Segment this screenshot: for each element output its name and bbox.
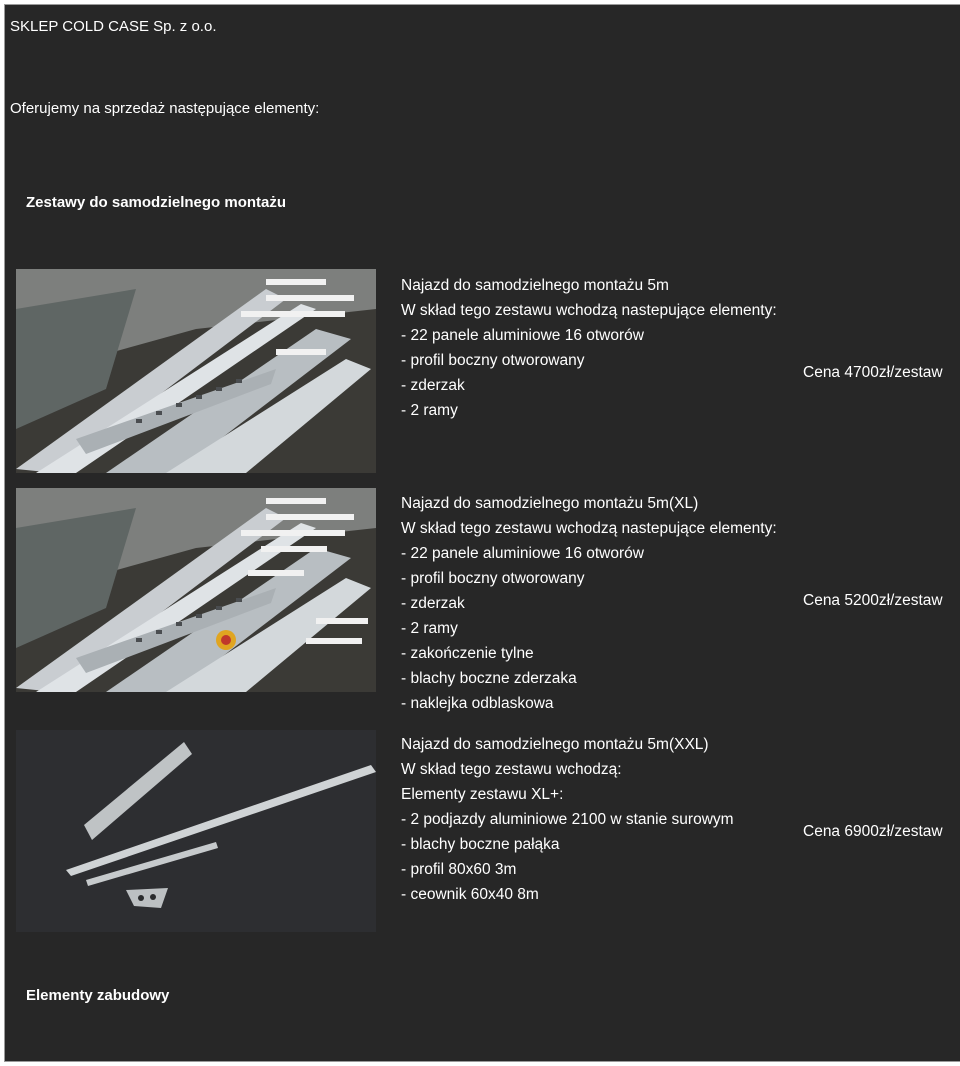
desc-line: W skład tego zestawu wchodzą: <box>401 761 622 778</box>
desc-line: - naklejka odblaskowa <box>401 695 554 712</box>
desc-line: Najazd do samodzielnego montażu 5m(XL) <box>401 495 699 512</box>
desc-line: W skład tego zestawu wchodzą nastepujące elementy: <box>401 302 777 319</box>
desc-line: - zderzak <box>401 377 465 394</box>
desc-line: - zderzak <box>401 595 465 612</box>
desc-line: W skład tego zestawu wchodzą nastepujące elementy: <box>401 520 777 537</box>
desc-line: Najazd do samodzielnego montażu 5m(XXL) <box>401 736 709 753</box>
ramp-kit-xxl-photo <box>16 730 376 932</box>
desc-line: - 22 panele aluminiowe 16 otworów <box>401 545 644 562</box>
product-description <box>401 273 777 423</box>
desc-line: - zakończenie tylne <box>401 645 534 662</box>
ramp-kit-xl-photo <box>16 488 376 692</box>
desc-line: - profil boczny otworowany <box>401 352 585 369</box>
ramp-kit-photo <box>16 269 376 473</box>
product-description <box>401 491 777 716</box>
section-title-kits: Zestawy do samodzielnego montażu <box>26 194 287 211</box>
product-price: Cena 4700zł/zestaw <box>803 364 943 381</box>
desc-line: - 2 podjazdy aluminiowe 2100 w stanie surowym <box>401 811 734 828</box>
section-title-elements: Elementy zabudowy <box>26 987 170 1004</box>
desc-line: - blachy boczne zderzaka <box>401 670 577 687</box>
product-description <box>401 732 734 907</box>
desc-line: - ceownik 60x40 8m <box>401 886 539 903</box>
product-price: Cena 6900zł/zestaw <box>803 823 943 840</box>
desc-line: - profil 80x60 3m <box>401 861 517 878</box>
product-row <box>13 267 960 477</box>
intro-text: Oferujemy na sprzedaż następujące elementy: <box>10 100 320 117</box>
desc-line: - profil boczny otworowany <box>401 570 585 587</box>
product-row <box>13 727 960 937</box>
desc-line: - blachy boczne pałąka <box>401 836 560 853</box>
product-row <box>13 485 960 725</box>
desc-line: Elementy zestawu XL+: <box>401 786 564 803</box>
desc-line: Najazd do samodzielnego montażu 5m <box>401 277 669 294</box>
desc-line: - 22 panele aluminiowe 16 otworów <box>401 327 644 344</box>
product-price: Cena 5200zł/zestaw <box>803 592 943 609</box>
desc-line: - 2 ramy <box>401 402 458 419</box>
page <box>4 4 960 1062</box>
desc-line: - 2 ramy <box>401 620 458 637</box>
company-name: SKLEP COLD CASE Sp. z o.o. <box>10 18 217 35</box>
